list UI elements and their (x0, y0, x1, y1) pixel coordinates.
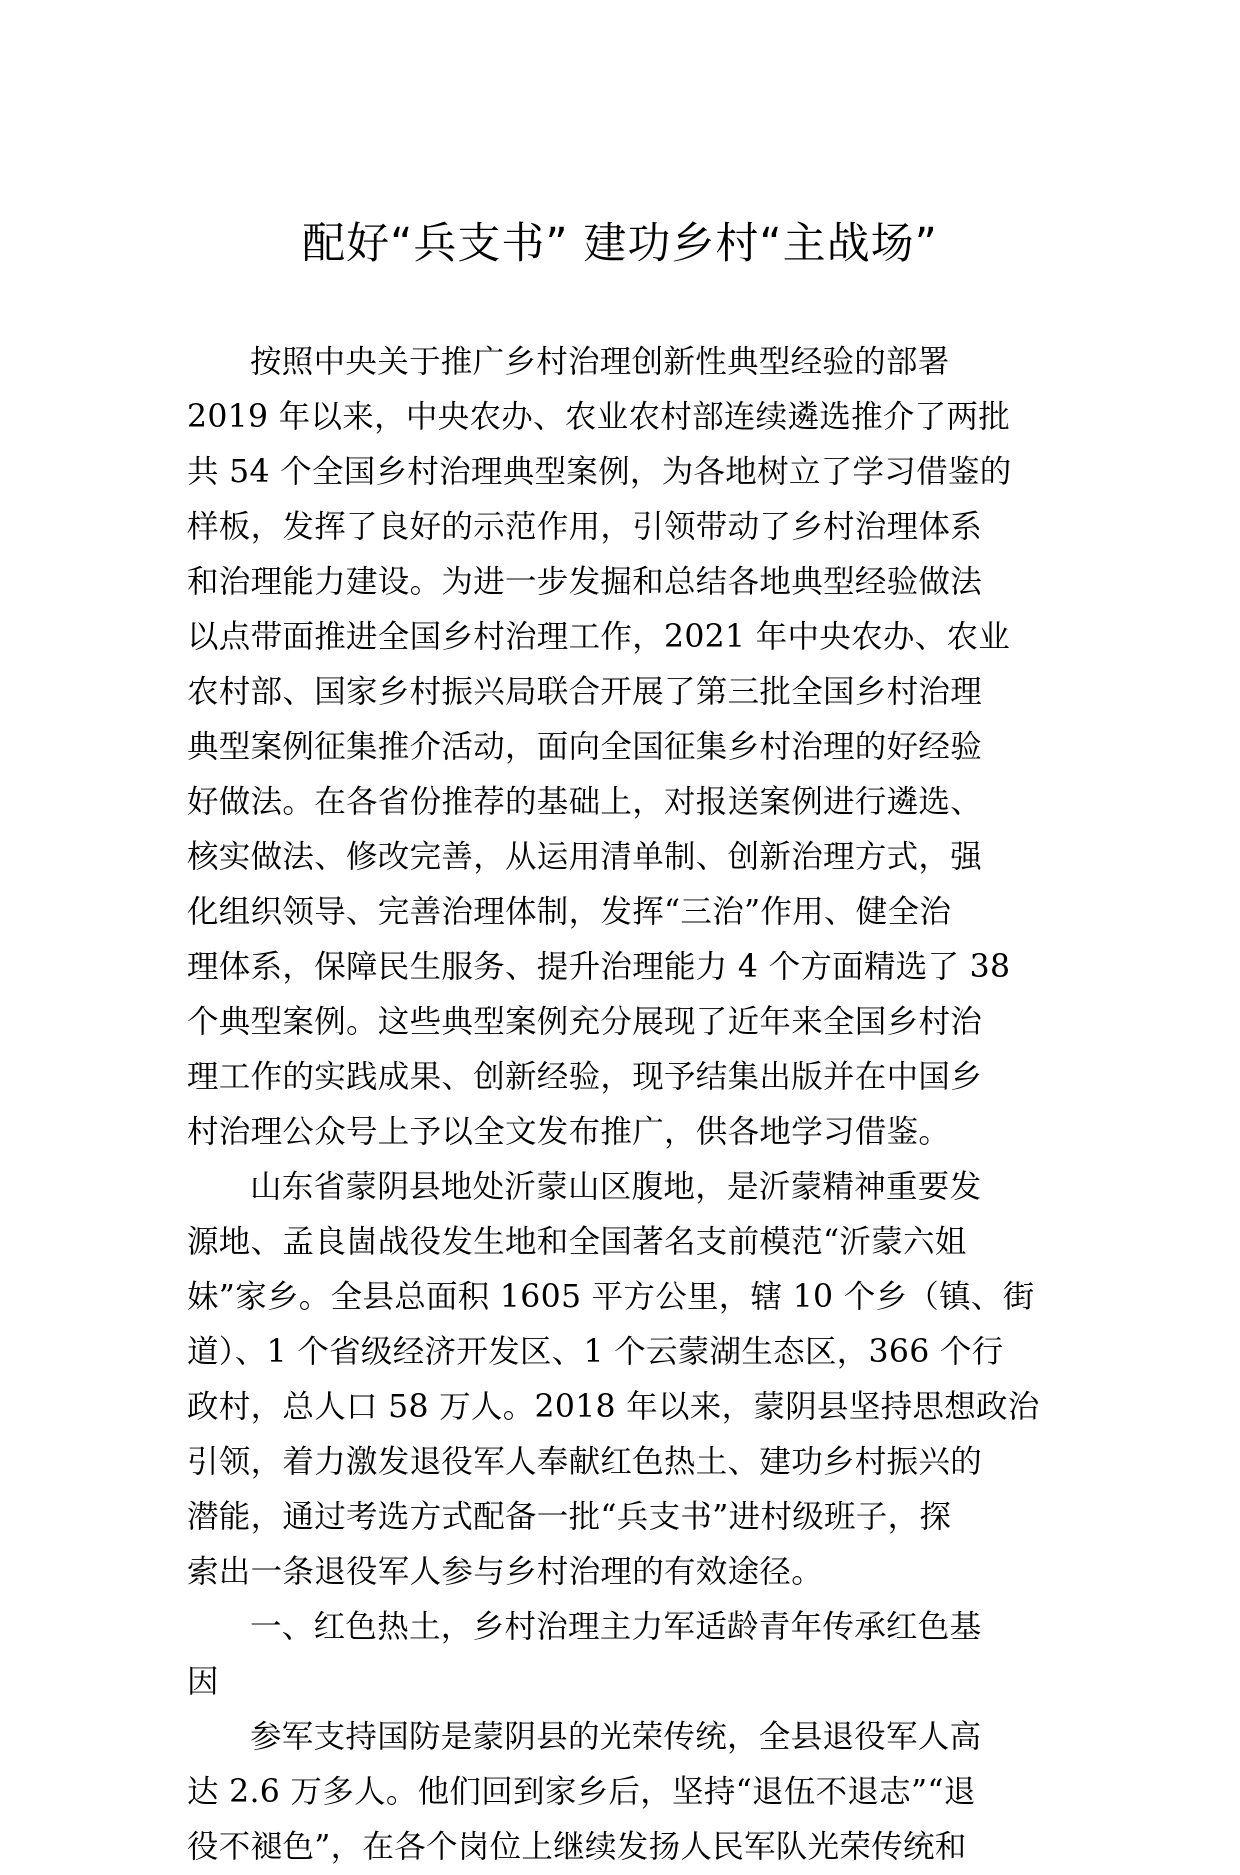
body-text-line: 妹”家乡。全县总面积 1605 平方公里，辖 10 个乡（镇、街 (187, 1279, 1035, 1315)
body-text-line: 共 54 个全国乡村治理典型案例，为各地树立了学习借鉴的 (187, 454, 1012, 490)
body-text-line: 引领，着力激发退役军人奉献红色热土、建功乡村振兴的 (187, 1444, 983, 1480)
body-text-line: 达 2.6 万多人。他们回到家乡后，坚持“退伍不退志”“退 (187, 1774, 976, 1810)
body-text-line: 道）、1 个省级经济开发区、1 个云蒙湖生态区，366 个行 (187, 1334, 1004, 1370)
body-text-line: 索出一条退役军人参与乡村治理的有效途径。 (187, 1554, 824, 1590)
body-text-line: 个典型案例。这些典型案例充分展现了近年来全国乡村治 (187, 1004, 983, 1040)
body-text-line: 因 (187, 1664, 219, 1700)
body-text-line: 潜能，通过考选方式配备一批“兵支书”进村级班子，探 (187, 1499, 952, 1535)
body-text-line: 和治理能力建设。为进一步发掘和总结各地典型经验做法 (187, 564, 983, 600)
body-text-line: 政村，总人口 58 万人。2018 年以来，蒙阴县坚持思想政治 (187, 1389, 1040, 1425)
body-text-line: 好做法。在各省份推荐的基础上，对报送案例进行遴选、 (187, 784, 983, 820)
body-text-line: 核实做法、修改完善，从运用清单制、创新治理方式，强 (187, 839, 983, 875)
body-text-line: 源地、孟良崮战役发生地和全国著名支前模范“沂蒙六姐 (187, 1224, 967, 1260)
body-text-line: 理工作的实践成果、创新经验，现予结集出版并在中国乡 (187, 1059, 983, 1095)
body-text-line: 样板，发挥了良好的示范作用，引领带动了乡村治理体系 (187, 509, 983, 545)
body-text-line: 以点带面推进全国乡村治理工作，2021 年中央农办、农业 (187, 619, 1011, 655)
body-text-line: 化组织领导、完善治理体制，发挥“三治”作用、健全治 (187, 894, 952, 930)
body-text-line: 农村部、国家乡村振兴局联合开展了第三批全国乡村治理 (187, 674, 983, 710)
document-body (187, 335, 1057, 1875)
body-text-line: 役不褪色”，在各个岗位上继续发扬人民军队光荣传统和 (187, 1829, 967, 1865)
body-text-line: 山东省蒙阴县地处沂蒙山区腹地，是沂蒙精神重要发 (250, 1169, 982, 1205)
body-text-line: 参军支持国防是蒙阴县的光荣传统，全县退役军人高 (250, 1719, 982, 1755)
body-text-line: 按照中央关于推广乡村治理创新性典型经验的部署 (250, 344, 950, 380)
document-title: 配好“兵支书” 建功乡村“主战场” (302, 219, 938, 269)
body-text-line: 2019 年以来，中央农办、农业农村部连续遴选推介了两批 (187, 399, 1011, 435)
body-text-line: 一、红色热土，乡村治理主力军适龄青年传承红色基 (250, 1609, 982, 1645)
body-text-line: 理体系，保障民生服务、提升治理能力 4 个方面精选了 38 (187, 949, 1011, 985)
body-text-line: 典型案例征集推介活动，面向全国征集乡村治理的好经验 (187, 729, 983, 765)
body-text-line: 村治理公众号上予以全文发布推广，供各地学习借鉴。 (187, 1114, 951, 1150)
